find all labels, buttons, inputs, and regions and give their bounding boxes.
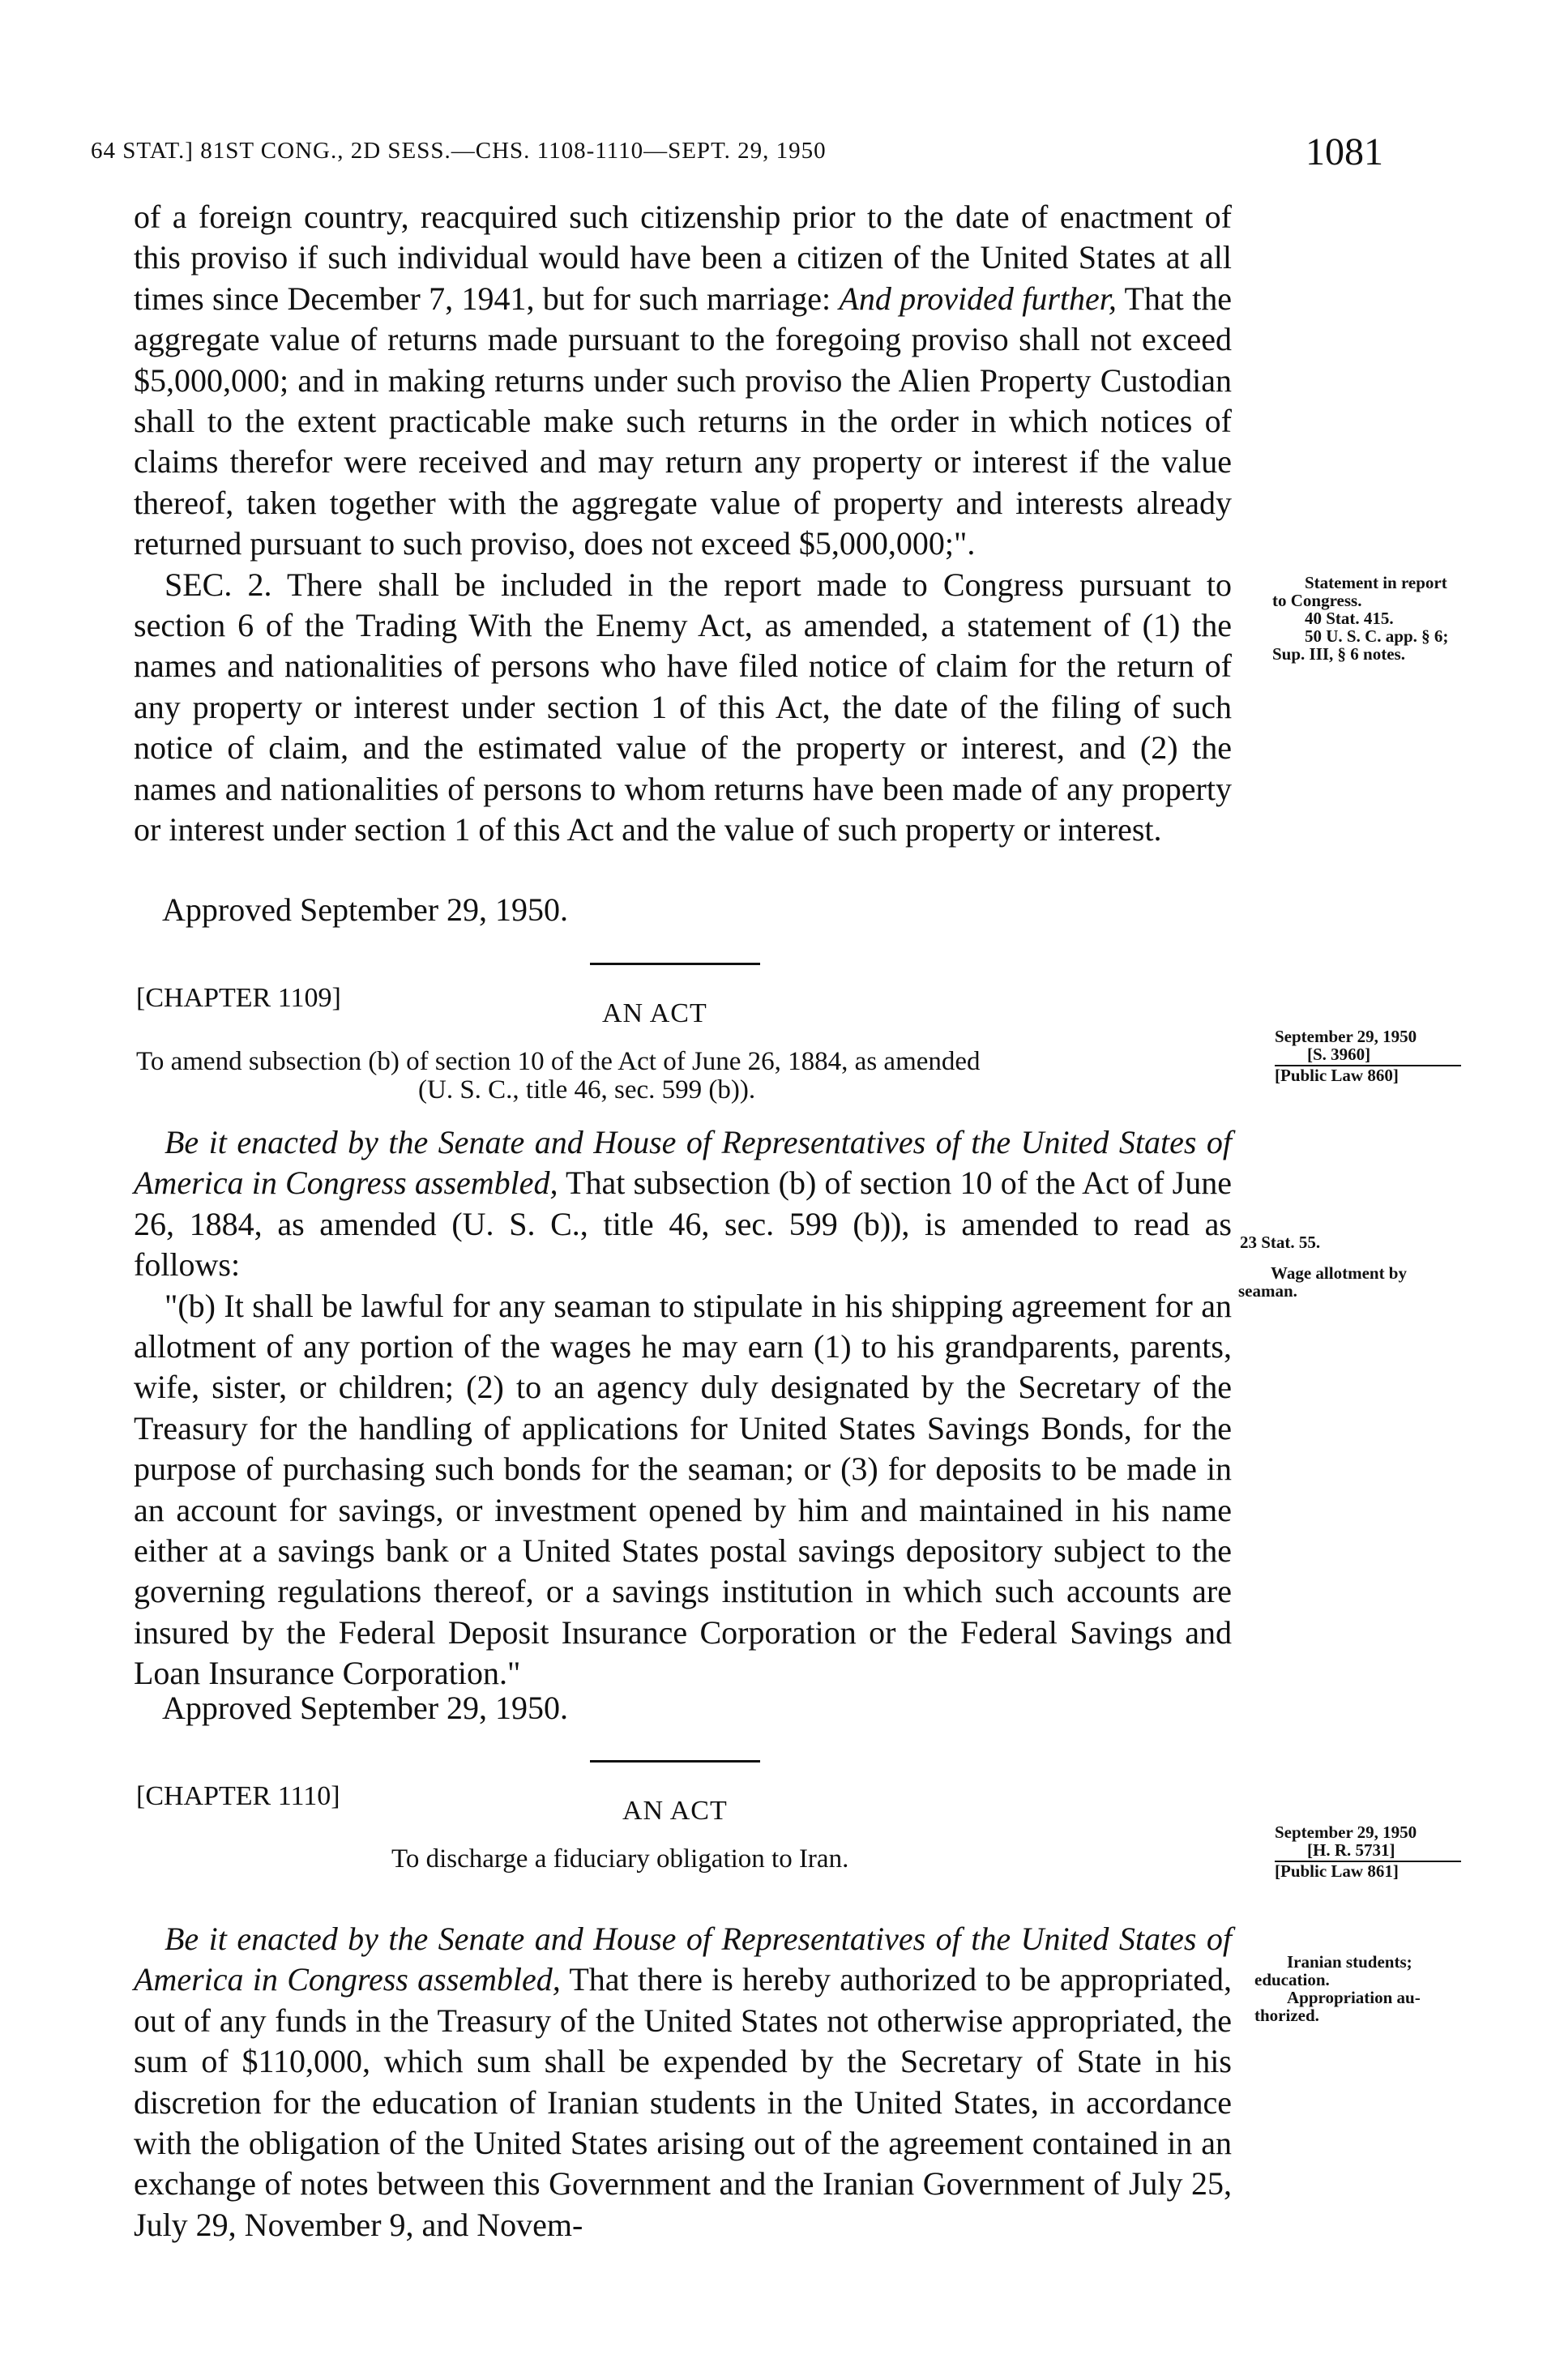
chapter-1110-purpose: To discharge a fiduciary obligation to Iran. [391, 1844, 849, 1874]
running-header [91, 130, 1383, 178]
margin-note-1110-header: September 29, 1950 [H. R. 5731] [Public Law 861] [1275, 1823, 1461, 1880]
chapter-1109-purpose: To amend subsection (b) of section 10 of the Act of June 26, 1884, as amended (U. S. C., title 46, sec. 599 (b)). [136, 1047, 981, 1105]
chapter-1109-body [134, 1122, 1232, 1694]
chapter-1110-body [134, 1919, 1232, 2245]
enacting-clause-1109: Be it enacted by the Senate and House of Representatives of the United States of America in Congress assembled, That subsection (b) of section 10 of the Act of June 26, 1884, as amended (U. S. C., title 46, sec. 599 (b)), is amended to read as follows: [134, 1124, 1232, 1284]
margin-note-wage-allotment: Wage allotment by seaman. [1238, 1263, 1407, 1301]
page-number: 1081 [1306, 130, 1383, 173]
sec-2-paragraph: SEC. 2. There shall be included in the report made to Congress pursuant to section 6 of the Trading With the Enemy Act, as amended, a statement of (1) the names and nationalities of persons who have filed notice of claim for the return of any property or interest under section 1 of this Act, the date of the filing of such notice of claim, and the estimated value of the property or interest, and (2) the names and nationalities of persons to whom returns have been made of any property or interest under section 1 of this Act and the value of such property or interest. [134, 566, 1233, 848]
section-divider-2 [590, 1760, 760, 1763]
margin-note-sec2: Statement in report to Congress. 40 Stat. 415. 50 U. S. C. app. § 6; Sup. III, § 6 notes. [1272, 573, 1449, 664]
chapter-1110-act-label: AN ACT [622, 1796, 728, 1826]
approval-date-1109: Approved September 29, 1950. [162, 1690, 569, 1726]
chapter-1110-heading: [CHAPTER 1110] [136, 1781, 340, 1811]
chapter-1109-act-label: AN ACT [602, 998, 707, 1028]
margin-note-1109-header: September 29, 1950 [S. 3960] [Public Law 860] [1275, 1028, 1461, 1084]
section-divider [590, 963, 760, 965]
continuation-paragraph: of a foreign country, reacquired such citizenship prior to the date of enactment of this proviso if such individual would have been a citizen of the United States at all times since December 7, 1941, but for such marriage: And provided further, That the aggregate value of returns made pursuant to the foregoing proviso shall not exceed $5,000,000; and in making returns under such proviso the Alien Property Custodian shall to the extent practicable make such returns in the order in which notices of claims therefor were received and may return any property or interest if the value thereof, taken together with the aggregate value of property and interests already returned pursuant to such proviso, does not exceed $5,000,000;". [134, 199, 1232, 562]
enacting-clause-1110: Be it enacted by the Senate and House of Representatives of the United States of America in Congress assembled, That there is hereby authorized to be appropriated, out of any funds in the Treasury of the United States not otherwise appropriated, the sum of $110,000, which sum shall be expended by the Secretary of State in his discretion for the education of Iranian students in the United States, in accordance with the obligation of the United States arising out of the agreement contained in an exchange of notes between this Government and the Iranian Government of July 25, July 29, November 9, and Novem- [134, 1921, 1232, 2243]
approval-date-1108: Approved September 29, 1950. [162, 891, 569, 928]
chapter-1109-heading: [CHAPTER 1109] [136, 983, 341, 1013]
amended-subsection-b: "(b) It shall be lawful for any seaman to stipulate in his shipping agreement for an allotment of any portion of the wages he may earn (1) to his grandparents, parents, wife, sister, or children; (2) to an agency duly designated by the Secretary of the Treasury for the handling of applications for United States Savings Bonds, for the purpose of purchasing such bonds for the seaman; or (3) for deposits to be made in an account for savings, or investment opened by him and maintained in his name either at a savings bank or a United States postal savings depository subject to the governing regulations thereof, or a savings institution in which such accounts are insured by the Federal Deposit Insurance Corporation or the Federal Savings and Loan Insurance Corporation." [134, 1287, 1232, 1692]
margin-note-23-stat: 23 Stat. 55. [1240, 1233, 1321, 1252]
running-head-title: 64 STAT.] 81ST CONG., 2D SESS.—CHS. 1108-1110—SEPT. 29, 1950 [91, 138, 827, 164]
margin-note-iranian-students: Iranian students; education. Appropriation au- thorized. [1254, 1952, 1421, 2025]
proviso-italic: And provided further, [839, 280, 1117, 317]
section-label: SEC. 2. [165, 566, 272, 603]
continuation-block [134, 197, 1232, 851]
